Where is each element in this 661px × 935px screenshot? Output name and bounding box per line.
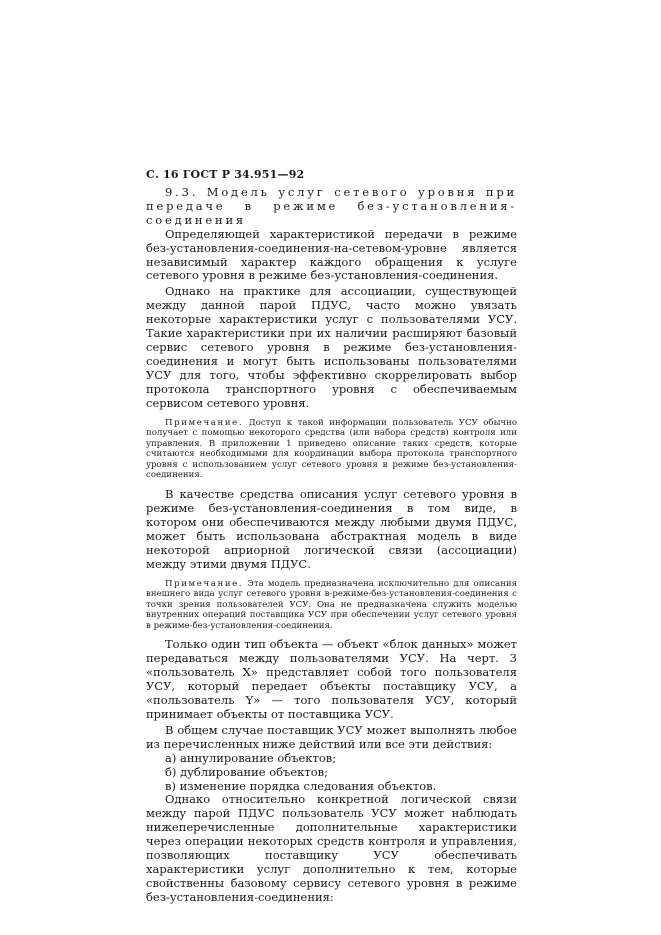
note xyxy=(146,579,517,632)
list-item: а) аннулирование объектов; xyxy=(165,750,337,765)
note xyxy=(146,418,517,482)
section-title: 9.3. Модель услуг сетевого уровня при передаче в режиме без-установления-соединения xyxy=(146,185,517,227)
note-text: Эта модель предназначена исключительно для описания внешнего вида услуг сетевого уровня в-режиме-без-установления-соединения с точки зрения пользователей УСУ. Она не предназначена служить моделью внутренних операций поставщика УСУ при обеспечении услуг сетевого уровня в режиме-без-установления-соединения. xyxy=(146,578,517,631)
paragraph: Однако относительно конкретной логической связи между парой ПДУС пользователь УСУ может наблюдать нижеперечисленные дополнительные характеристики через операции некоторых средств контроля и управления, позволяющих поставщику УСУ обеспечивать характеристики услуг дополнительно к тем, которые свойственны базовому сервису сетевого уровня в режиме без-установления-соединения: xyxy=(146,792,517,904)
paragraph: Однако на практике для ассоциации, существующей между данной парой ПДУС, часто можно увязать некоторые характеристики услуг с пользователями УСУ. Такие характеристики при их наличии расширяют базовый сервис сетевого уровня в режиме без-установления-соединения и могут быть использованы пользователями УСУ для того, чтобы эффективно скоррелировать выбор протокола транспортного уровня с обеспечиваемым сервисом сетевого уровня. xyxy=(146,284,517,410)
body-text xyxy=(146,186,517,905)
running-header: С. 16 ГОСТ Р 34.951—92 xyxy=(146,168,305,181)
paragraph: В общем случае поставщик УСУ может выполнять любое из перечисленных ниже действий или все эти действия: xyxy=(146,722,517,751)
note-label: Примечание. xyxy=(165,417,244,428)
list-item: б) дублирование объектов; xyxy=(165,764,329,779)
list-item: в) изменение порядка следования объектов. xyxy=(165,778,437,793)
paragraph: Только один тип объекта — объект «блок данных» может передаваться между пользователями УСУ. На черт. 3 «пользователь Х» представляет собой того пользователя УСУ, который передает объекты поставщику УСУ, а «пользователь Y» — того пользователя УСУ, который принимает объекты от поставщика УСУ. xyxy=(146,637,517,721)
paragraph: Определяющей характеристикой передачи в режиме без-установления-соединения-на-сетевом-уровне является независимый характер каждого обращения к услуге сетевого уровня в режиме без-установления-соединения. xyxy=(146,226,517,283)
note-label: Примечание. xyxy=(165,578,244,589)
note-text: Доступ к такой информации пользователь УСУ обычно получает с помощью некоторого средства (или набора средств) контроля или управления. В приложении 1 приведено описание таких средств, которые считаются необходимыми для координации выбора протокола транспортного уровня с использованием услуг сетевого уровня в режиме без-установления-соединения. xyxy=(146,417,517,481)
paragraph: В качестве средства описания услуг сетевого уровня в режиме без-установления-соединения в том виде, в котором они обеспечиваются между любыми двумя ПДУС, может быть использована абстрактная модель в виде некоторой априорной логической связи (ассоциации) между этими двумя ПДУС. xyxy=(146,487,517,571)
